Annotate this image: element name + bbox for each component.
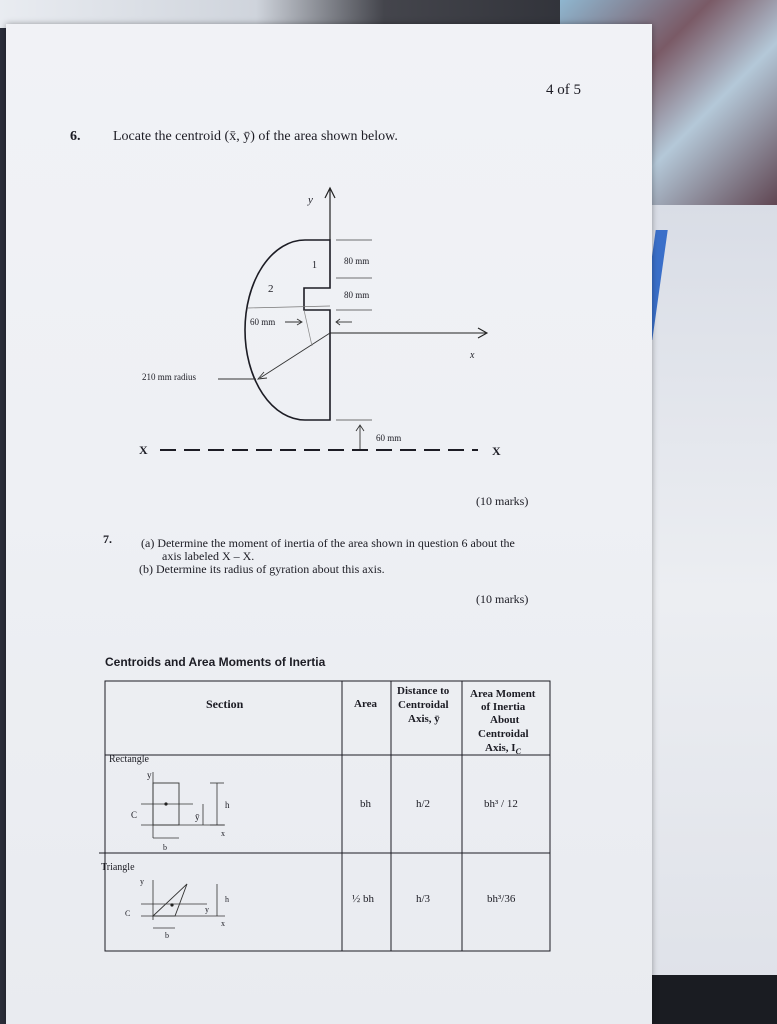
row-triangle-distance: h/3 [416,893,431,905]
reference-axis-left-label: X [139,443,148,457]
question-6-prompt: Locate the centroid (x̄, ȳ) of the area shown below. [113,129,398,144]
question-7-number: 7. [103,532,112,546]
question-7-part-a-line2: axis labeled X – X. [162,549,255,563]
question-6-marks: (10 marks) [476,494,529,508]
radius-line [260,333,330,378]
header-moment-3: About [490,714,520,726]
dim-width-label: 60 mm [250,317,276,327]
question-7-marks: (10 marks) [476,592,529,606]
tri-label-y: y [140,877,144,886]
header-distance-3: Axis, ȳ [408,713,440,725]
handwritten-divider [248,306,330,308]
header-distance-1: Distance to [397,685,450,697]
rect-centroid-dot [164,802,167,805]
row-triangle-name: Triangle [101,862,135,873]
x-axis-label: x [470,350,475,361]
row-triangle-area: ½ bh [352,893,374,905]
dim-mid-label: 80 mm [344,290,370,300]
question-6-number: 6. [70,129,81,144]
row-rectangle-area: bh [360,798,371,810]
header-moment-2: of Inertia [481,701,526,713]
rect-label-x: x [221,829,225,838]
header-section: Section [206,697,244,711]
radius-label: 210 mm radius [142,372,196,382]
y-axis-label: y [308,194,313,206]
dim-bottom-label: 60 mm [376,433,402,443]
handwritten-diagonal [304,310,312,346]
handwritten-mark-1: 1 [312,260,317,271]
rect-label-b: b [163,843,167,852]
dim-top-label: 80 mm [344,256,370,266]
triangle-sketch [125,877,229,940]
tri-shape [153,884,187,916]
header-distance-2: Centroidal [398,699,449,711]
rectangle-sketch [131,770,230,852]
rect-label-c: C [131,810,138,820]
header-moment-5: Axis, $I_C$ [485,742,521,757]
tri-centroid-dot [170,903,173,906]
tri-label-ybar: y [205,905,209,914]
question-7-part-a-line1: (a) Determine the moment of inertia of the area shown in question 6 about the [141,536,515,550]
composite-area-outline [245,240,330,420]
tri-label-c: C [125,909,131,918]
row-triangle-moment: bh³/36 [487,893,516,905]
centroid-table [97,680,551,952]
row-rectangle-name: Rectangle [109,754,149,765]
header-moment-4: Centroidal [478,728,529,740]
header-area: Area [354,698,378,710]
row-rectangle-moment: bh³ / 12 [484,798,518,810]
page-number: 4 of 5 [546,82,581,98]
rect-label-h: h [225,800,230,810]
rect-label-y: y [147,770,152,780]
row-rectangle-distance: h/2 [416,798,431,810]
table-border [105,681,550,951]
tri-label-b: b [165,931,169,940]
table-title: Centroids and Area Moments of Inertia [105,655,326,669]
radius-arrowhead [258,372,267,379]
handwritten-mark-2: 2 [268,283,274,295]
question-7-part-b: (b) Determine its radius of gyration about this axis. [139,562,385,576]
header-moment-1: Area Moment [470,688,536,700]
tri-label-x: x [221,919,225,928]
rect-label-ybar: ȳ [195,812,200,822]
tri-label-h: h [225,895,229,904]
reference-axis-right-label: X [492,444,501,458]
